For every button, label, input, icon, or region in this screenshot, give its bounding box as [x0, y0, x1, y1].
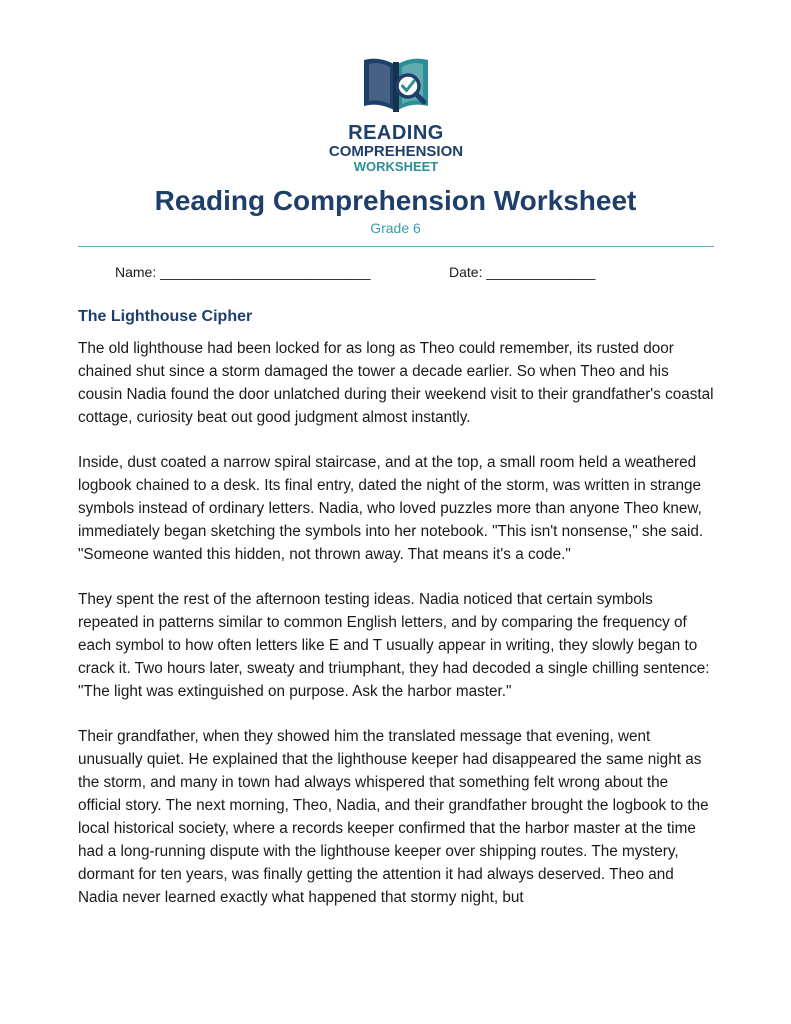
story-body: [78, 337, 714, 931]
grade-label: Grade 6: [370, 220, 421, 236]
story-paragraph: Their grandfather, when they showed him the translated message that evening, went unusually quiet. He explained that the lighthouse keeper had disappeared the same night as the storm, and many in town had always whispered that something felt wrong about the official story. The next morning, Theo, Nadia, and their grandfather brought the logbook to the local historical society, where a records keeper confirmed that the harbor master at the time had a long-running dispute with the lighthouse keeper over shipping routes. The mystery, dormant for ten years, was finally getting the attention it had always deserved. Theo and Nadia never learned exactly what happened that stormy night, but: [78, 728, 709, 906]
story-paragraph: Inside, dust coated a narrow spiral staircase, and at the top, a small room held a weathered logbook chained to a desk. Its final entry, dated the night of the storm, was written in strange symbols instead of ordinary letters. Nadia, who loved puzzles more than anyone Theo knew, immediately began sketching the symbols into her notebook. "This isn't nonsense," she said. "Someone wanted this hidden, not thrown away. That means it's a code.": [78, 454, 704, 563]
header-divider: [78, 246, 714, 247]
page-title: Reading Comprehension Worksheet: [154, 185, 637, 216]
name-field[interactable]: Name: ___________________________: [115, 264, 371, 280]
book-magnifier-icon: [358, 52, 434, 118]
story-title: The Lighthouse Cipher: [78, 308, 253, 325]
story-paragraph: They spent the rest of the afternoon testing ideas. Nadia noticed that certain symbols repeated in patterns similar to common English letters, and by comparing the frequency of each symbol to how often letters like E and T usually appear in writing, they slowly began to crack it. Two hours later, sweaty and triumphant, they had decoded a single chilling sentence: "The light was extinguished on purpose. Ask the harbor master.": [78, 591, 710, 700]
story-paragraph: The old lighthouse had been locked for as long as Theo could remember, its rusted door chained shut since a storm damaged the tower a decade earlier. So when Theo and his cousin Nadia found the door unlatched during their weekend visit to their grandfather's coastal cottage, curiosity beat out good judgment almost instantly.: [78, 340, 714, 426]
logo-text-reading: READING: [348, 122, 444, 144]
logo-text-comprehension: COMPREHENSION: [328, 143, 464, 160]
logo-text-worksheet: WORKSHEET: [353, 159, 439, 174]
worksheet-logo: [316, 52, 476, 174]
date-field[interactable]: Date: ______________: [449, 264, 596, 280]
